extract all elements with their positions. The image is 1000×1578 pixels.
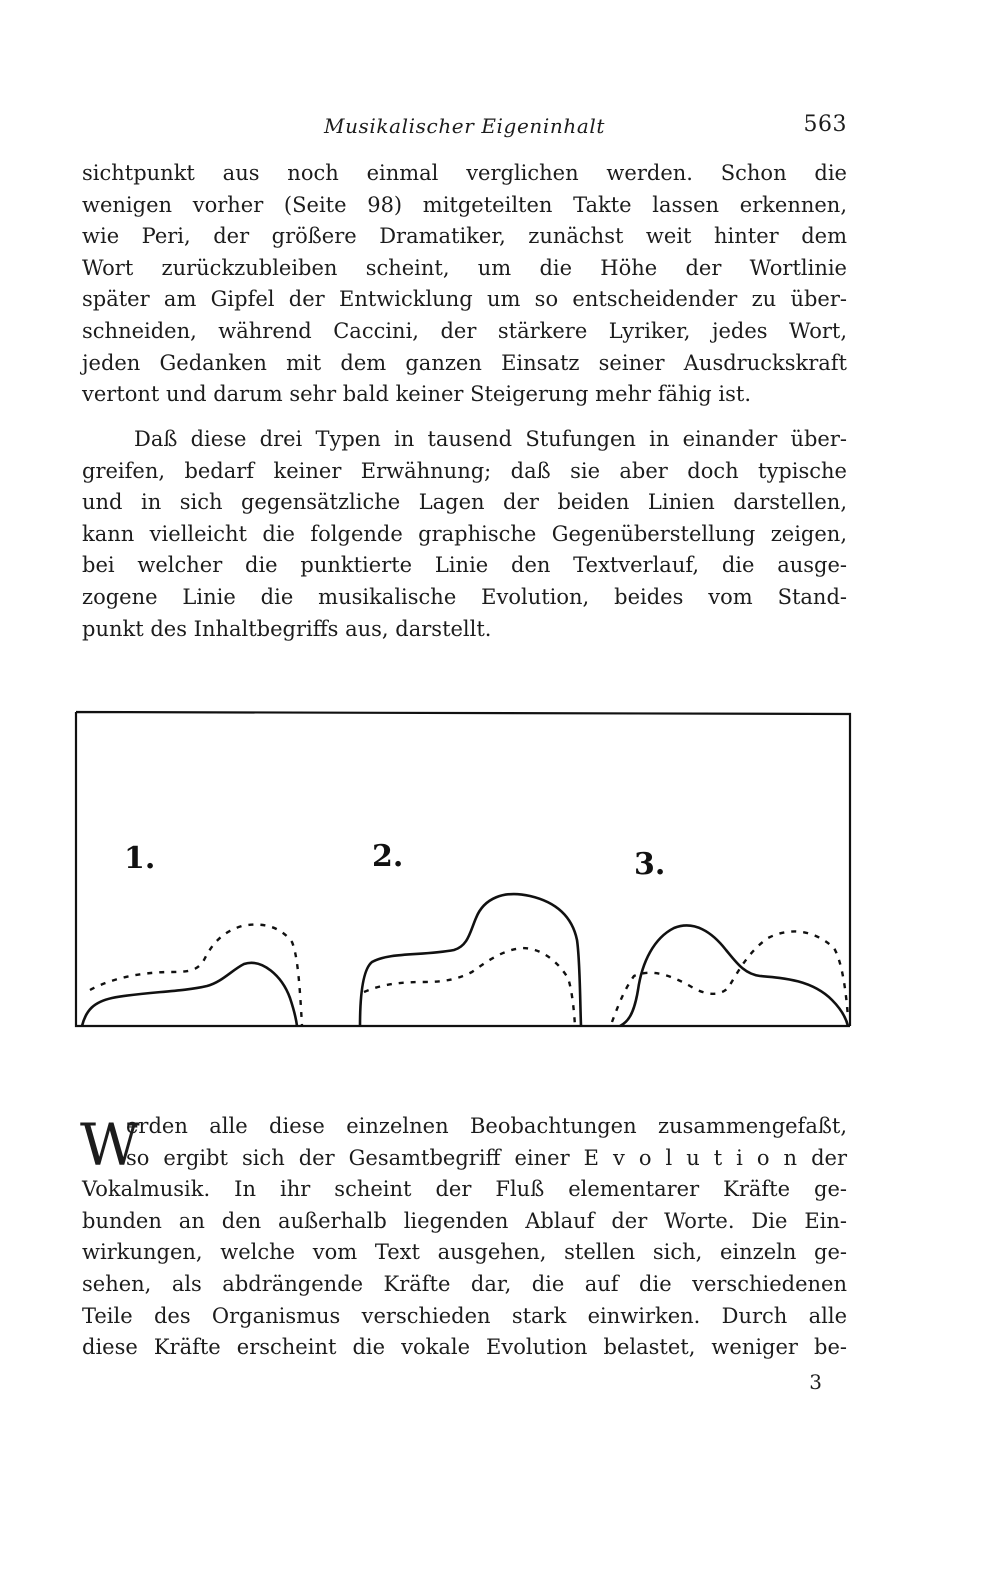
page-number: 563	[803, 112, 847, 137]
text-line: jeden Gedanken mit dem ganzen Einsatz seiner Ausdruckskraft	[82, 350, 847, 375]
text-line: und in sich gegensätzliche Lagen der beiden Linien darstellen,	[82, 490, 847, 515]
figure-label-1: 1.	[124, 841, 156, 876]
text-line: so ergibt sich der Gesamtbegriff einer E v o l u t i o n der	[126, 1145, 847, 1170]
text-line: greifen, bedarf keiner Erwähnung; daß sie aber doch typische	[82, 458, 847, 483]
curve-2-solid	[360, 894, 581, 1026]
text-line: diese Kräfte erscheint die vokale Evolution belastet, weniger be-	[82, 1335, 847, 1360]
text-line: sichtpunkt aus noch einmal verglichen werden. Schon die	[82, 161, 847, 185]
text-line: vertont und darum sehr bald keiner Steigerung mehr fähig ist.	[82, 382, 751, 407]
figure-label-3: 3.	[634, 847, 666, 882]
text-line: Wort zurückzubleiben scheint, um die Höhe der Wortlinie	[82, 255, 847, 280]
dropcap-letter: W	[80, 1111, 140, 1179]
figure-label-2: 2.	[372, 839, 404, 874]
text-line: Vokalmusik. In ihr scheint der Fluß elementarer Kräfte ge-	[82, 1177, 847, 1202]
text-line: Daß diese drei Typen in tausend Stufungen in einander über-	[134, 427, 847, 451]
paragraph-1	[82, 158, 847, 411]
running-title: Musikalischer Eigeninhalt	[324, 114, 605, 138]
signature-mark: 3	[809, 1370, 822, 1394]
text-line: Teile des Organismus verschieden stark einwirken. Durch alle	[82, 1303, 847, 1328]
text-line: später am Gipfel der Entwicklung um so entscheidender zu über-	[82, 287, 847, 312]
text-line: wenigen vorher (Seite 98) mitgeteilten Takte lassen erkennen,	[82, 192, 847, 217]
text-line: schneiden, während Caccini, der stärkere Lyriker, jedes Wort,	[82, 318, 847, 343]
paragraph-3	[82, 1111, 847, 1364]
text-line: sehen, als abdrängende Kräfte dar, die auf die verschiedenen	[82, 1271, 847, 1296]
text-line: zogene Linie die musikalische Evolution, beides vom Stand-	[82, 584, 847, 609]
curve-1-solid	[82, 963, 297, 1026]
curve-1-dotted	[90, 925, 302, 1026]
text-line: bunden an den außerhalb liegenden Ablauf der Worte. Die Ein-	[82, 1208, 847, 1233]
figure-curve-comparison	[72, 700, 862, 1036]
curve-2-dotted	[364, 948, 575, 1026]
text-line: wie Peri, der größere Dramatiker, zunächst weit hinter dem	[82, 224, 847, 249]
paragraph-2	[82, 424, 847, 645]
text-line: punkt des Inhaltbegriffs aus, darstellt.	[82, 616, 492, 641]
figure-svg	[72, 700, 862, 1036]
running-head	[82, 112, 847, 144]
figure-frame	[76, 712, 850, 1026]
text-line: wirkungen, welche vom Text ausgehen, stellen sich, einzeln ge-	[82, 1240, 847, 1265]
text-line: bei welcher die punktierte Linie den Textverlauf, die ausge-	[82, 553, 847, 578]
text-line: kann vielleicht die folgende graphische Gegenüberstellung zeigen,	[82, 521, 847, 546]
curve-3-solid	[620, 925, 848, 1026]
text-line: erden alle diese einzelnen Beobachtungen zusammengefaßt,	[126, 1114, 847, 1138]
curve-3-dotted	[612, 931, 848, 1022]
